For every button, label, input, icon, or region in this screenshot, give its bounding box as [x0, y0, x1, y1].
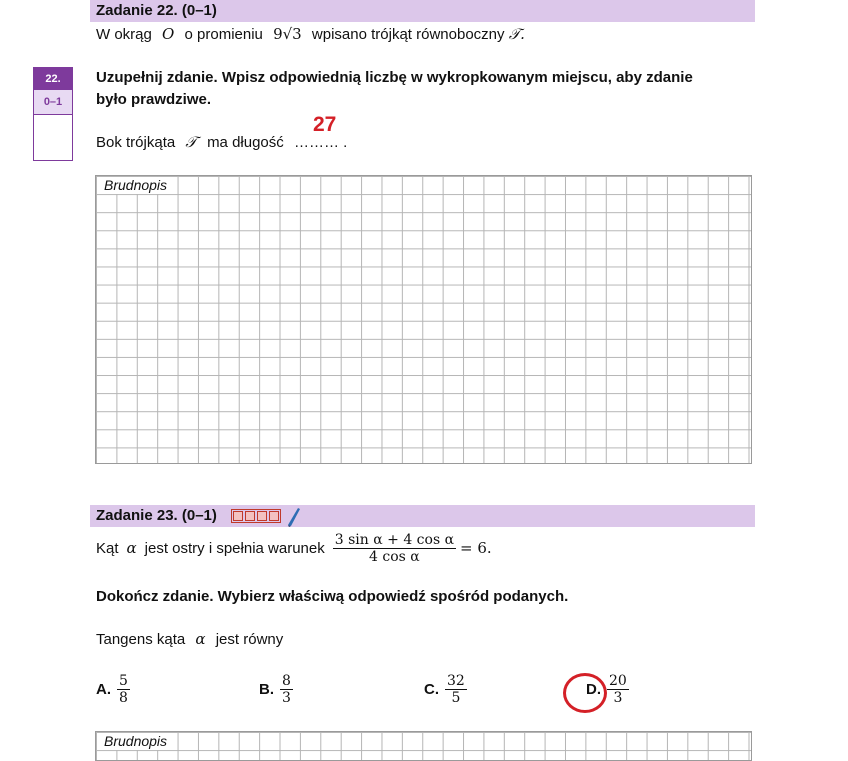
scratch-label: Brudnopis	[98, 733, 173, 750]
score-range: 0–1	[34, 90, 72, 115]
condition-fraction	[333, 532, 456, 565]
option-denominator: 3	[282, 690, 291, 706]
option-fraction	[117, 673, 130, 706]
pen-icon	[286, 505, 302, 527]
task22-instruction	[96, 67, 693, 111]
option-numerator: 20	[609, 673, 627, 689]
option-letter: A.	[96, 681, 111, 698]
calculator-icon	[231, 509, 281, 523]
score-number: 22.	[34, 68, 72, 90]
alpha-symbol-2: α	[195, 630, 206, 648]
intro-text-1: W okrąg	[96, 26, 152, 43]
option-c[interactable]	[424, 673, 467, 706]
option-letter: D.	[586, 681, 601, 698]
question-text-1: Tangens kąta	[96, 631, 186, 648]
task23-title: Zadanie 23. (0–1)	[96, 507, 217, 524]
option-denominator: 3	[613, 690, 623, 706]
task22-intro	[96, 24, 525, 45]
scratch-label: Brudnopis	[98, 177, 173, 194]
option-letter: C.	[424, 681, 439, 698]
intro-text-3: wpisano trójkąt równoboczny	[311, 26, 505, 43]
option-fraction	[280, 673, 293, 706]
task23-instruction: Dokończ zdanie. Wybierz właściwą odpowiedź spośród podanych.	[96, 588, 569, 605]
handwritten-answer: 27	[313, 113, 337, 136]
scratch-grid-23	[95, 731, 752, 761]
condition-text-2: jest ostry i spełnia warunek	[144, 539, 325, 557]
intro-text-2: o promieniu	[184, 26, 263, 43]
task22-header: Zadanie 22. (0–1)	[90, 0, 755, 22]
task23-question	[96, 630, 283, 648]
option-denominator: 5	[451, 690, 461, 706]
task22-sentence	[96, 132, 347, 153]
task23-header	[90, 505, 755, 527]
option-letter: B.	[259, 681, 274, 698]
scratch-grid-22	[95, 175, 752, 464]
option-a[interactable]	[96, 673, 130, 706]
triangle-symbol-2: 𝒯	[185, 133, 197, 151]
option-numerator: 32	[447, 673, 465, 689]
option-denominator: 8	[119, 690, 128, 706]
answer-blank[interactable]: ……… .	[293, 134, 348, 151]
fraction-denominator: 4 cos α	[369, 548, 420, 565]
option-numerator: 5	[119, 673, 128, 689]
condition-equals: = 6.	[460, 539, 492, 557]
sentence-text-2: ma długość	[207, 134, 284, 151]
alpha-symbol: α	[126, 539, 137, 557]
question-text-2: jest równy	[215, 631, 284, 648]
sentence-text-1: Bok trójkąta	[96, 134, 176, 151]
condition-text-1: Kąt	[96, 539, 119, 557]
instruction-line-1: Uzupełnij zdanie. Wpisz odpowiednią liczbę w wykropkowanym miejscu, aby zdanie	[96, 69, 693, 86]
option-fraction	[445, 673, 467, 706]
fraction-numerator: 3 sin α + 4 cos α	[334, 531, 455, 548]
option-numerator: 8	[282, 673, 291, 689]
circle-symbol: O	[162, 25, 175, 43]
radius-value: 9√3	[273, 25, 302, 43]
option-fraction	[607, 673, 629, 706]
task23-condition	[96, 530, 492, 566]
triangle-symbol: 𝒯.	[508, 25, 525, 43]
score-box-22	[33, 67, 73, 161]
instruction-line-2: było prawdziwe.	[96, 91, 212, 108]
option-b[interactable]	[259, 673, 293, 706]
selected-answer-circle	[563, 673, 607, 713]
